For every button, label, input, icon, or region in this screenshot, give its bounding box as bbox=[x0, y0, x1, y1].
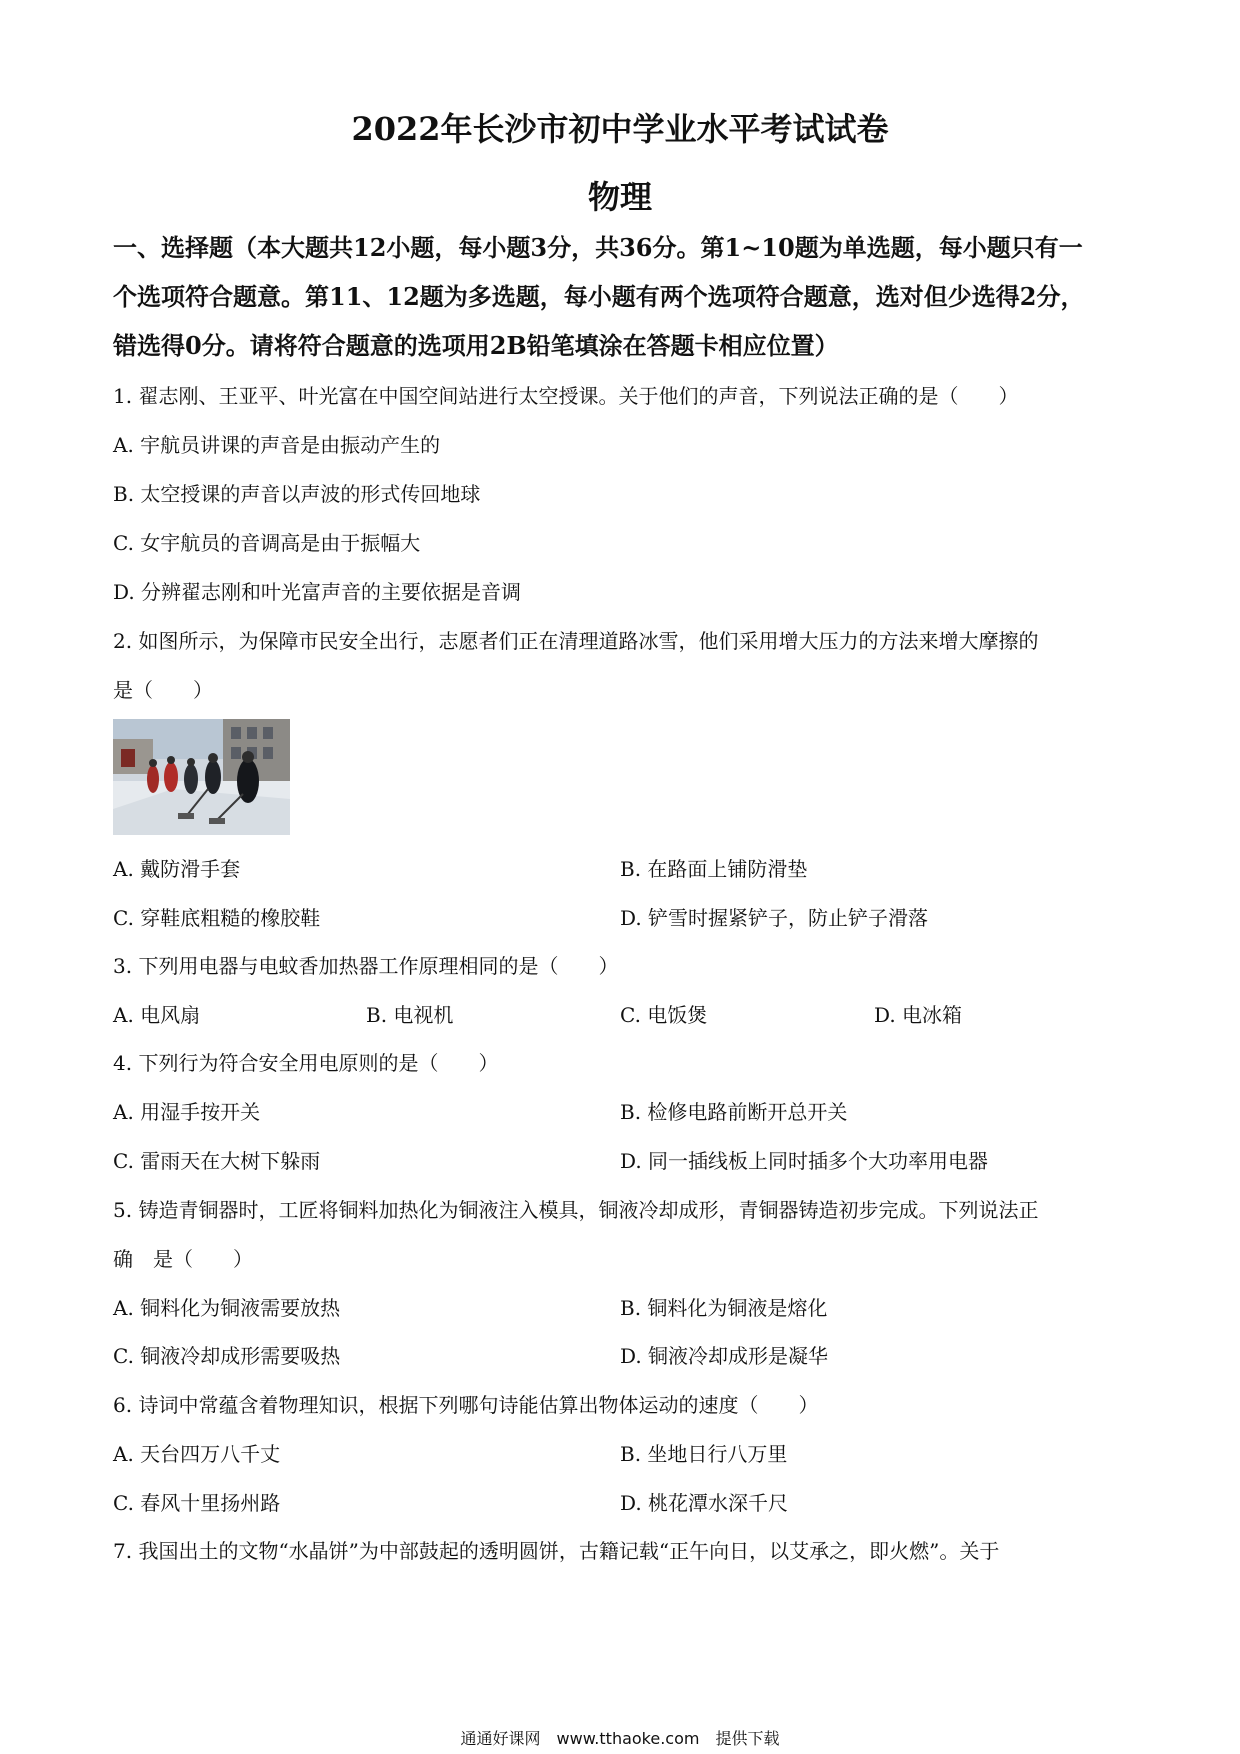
question-1-option-b: B. 太空授课的声音以声波的形式传回地球 bbox=[113, 482, 481, 506]
question-3-option-d: D. 电冰箱 bbox=[874, 1003, 963, 1027]
question-2-option-c: C. 穿鞋底粗糙的橡胶鞋 bbox=[113, 906, 321, 930]
question-5-stem-line-1: 5. 铸造青铜器时，工匠将铜料加热化为铜液注入模具，铜液冷却成形，青铜器铸造初步完成。下列说法正 bbox=[113, 1198, 1039, 1222]
question-3-option-c: C. 电饭煲 bbox=[620, 1003, 708, 1027]
question-4-stem: 4. 下列行为符合安全用电原则的是（ ） bbox=[113, 1051, 499, 1075]
question-5-option-d: D. 铜液冷却成形是凝华 bbox=[620, 1344, 829, 1368]
subject-title: 物理 bbox=[587, 178, 652, 216]
question-3-option-b: B. 电视机 bbox=[366, 1003, 454, 1027]
question-1-option-d: D. 分辨翟志刚和叶光富声音的主要依据是音调 bbox=[113, 580, 522, 604]
question-5-option-c: C. 铜液冷却成形需要吸热 bbox=[113, 1344, 341, 1368]
question-4-option-a: A. 用湿手按开关 bbox=[113, 1100, 261, 1124]
question-2-option-b: B. 在路面上铺防滑垫 bbox=[620, 857, 808, 881]
question-5-option-a: A. 铜料化为铜液需要放热 bbox=[113, 1296, 341, 1320]
section-heading-line-3: 错选得0分。请将符合题意的选项用2B铅笔填涂在答题卡相应位置） bbox=[113, 331, 839, 360]
footer-watermark: 通通好课网 www.tthaoke.com 提供下载 bbox=[460, 1729, 780, 1748]
section-heading-line-1: 一、选择题（本大题共12小题，每小题3分，共36分。第1~10题为单选题，每小题只有一 bbox=[113, 233, 1083, 262]
question-4-option-d: D. 同一插线板上同时插多个大功率用电器 bbox=[620, 1149, 989, 1173]
question-5-option-b: B. 铜料化为铜液是熔化 bbox=[620, 1296, 828, 1320]
question-6-option-c: C. 春风十里扬州路 bbox=[113, 1491, 281, 1515]
question-4-option-b: B. 检修电路前断开总开关 bbox=[620, 1100, 848, 1124]
section-heading-line-2: 个选项符合题意。第11、12题为多选题，每小题有两个选项符合题意，选对但少选得2分， bbox=[113, 282, 1085, 311]
question-3-option-a: A. 电风扇 bbox=[113, 1003, 201, 1027]
question-6-option-d: D. 桃花潭水深千尺 bbox=[620, 1491, 789, 1515]
question-2-stem-line-1: 2. 如图所示，为保障市民安全出行，志愿者们正在清理道路冰雪，他们采用增大压力的方法来增大摩擦的 bbox=[113, 629, 1039, 653]
question-6-option-b: B. 坐地日行八万里 bbox=[620, 1442, 788, 1466]
exam-title: 2022年长沙市初中学业水平考试试卷 bbox=[351, 110, 889, 148]
question-5-stem-line-2: 确 是（ ） bbox=[113, 1247, 253, 1271]
question-1-option-c: C. 女宇航员的音调高是由于振幅大 bbox=[113, 531, 421, 555]
question-6-option-a: A. 天台四万八千丈 bbox=[113, 1442, 281, 1466]
question-2-stem-line-2: 是（ ） bbox=[113, 678, 213, 702]
question-3-stem: 3. 下列用电器与电蚊香加热器工作原理相同的是（ ） bbox=[113, 954, 619, 978]
question-2-option-a: A. 戴防滑手套 bbox=[113, 857, 241, 881]
question-2-option-d: D. 铲雪时握紧铲子，防止铲子滑落 bbox=[620, 906, 929, 930]
question-7-stem: 7. 我国出土的文物“水晶饼”为中部鼓起的透明圆饼，古籍记载“正午向日，以艾承之，即火燃”。关于 bbox=[113, 1539, 1000, 1563]
question-6-stem: 6. 诗词中常蕴含着物理知识，根据下列哪句诗能估算出物体运动的速度（ ） bbox=[113, 1393, 819, 1417]
question-4-option-c: C. 雷雨天在大树下躲雨 bbox=[113, 1149, 321, 1173]
question-1-stem: 1. 翟志刚、王亚平、叶光富在中国空间站进行太空授课。关于他们的声音，下列说法正确的是（ ） bbox=[113, 384, 1019, 408]
snow-clearing-photo bbox=[113, 719, 290, 835]
question-1-option-a: A. 宇航员讲课的声音是由振动产生的 bbox=[113, 433, 441, 457]
